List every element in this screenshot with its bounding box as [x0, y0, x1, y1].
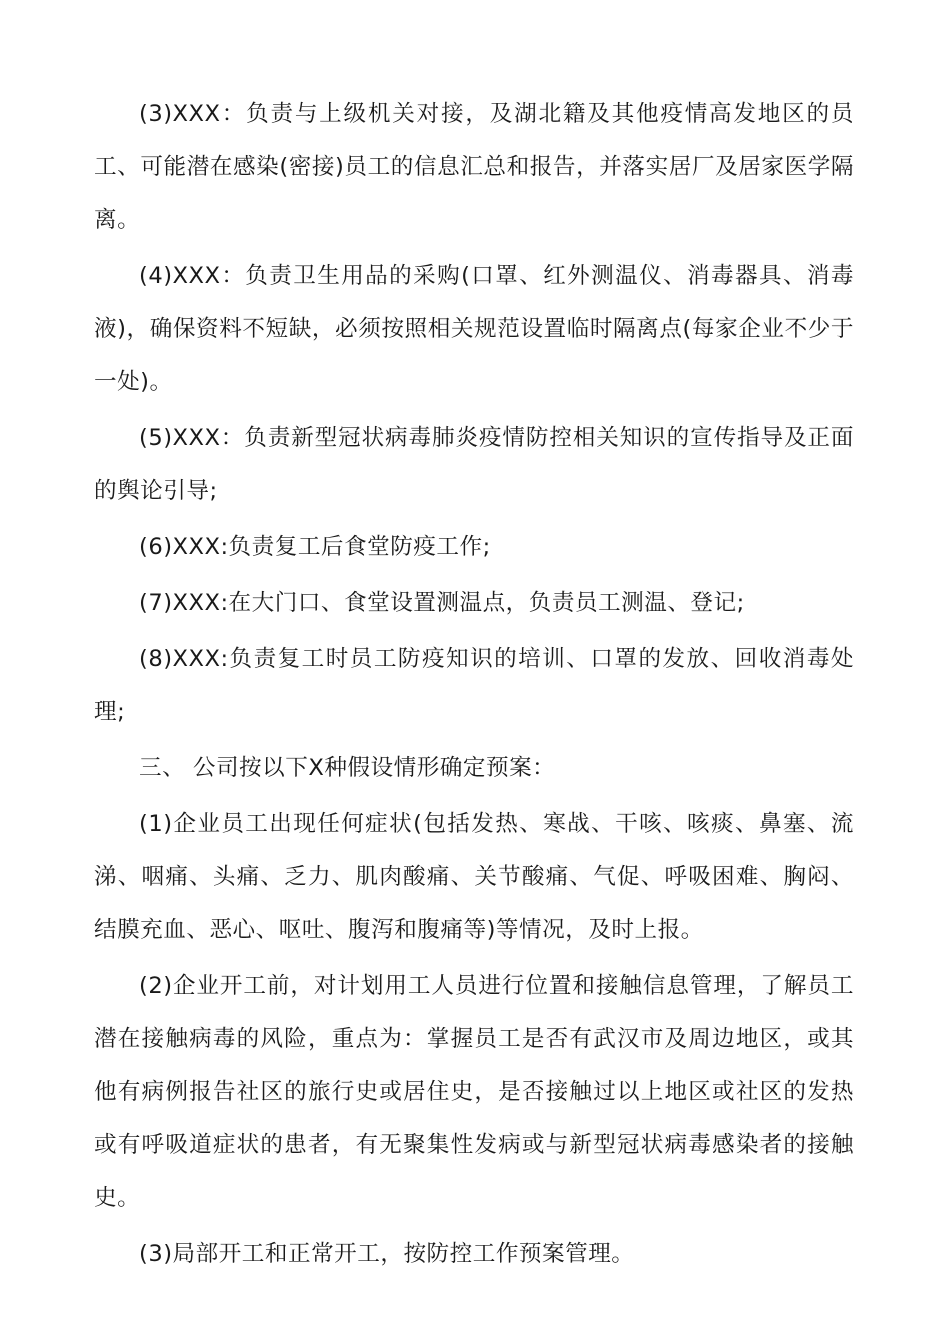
paragraph-plan-2-screening: (2)企业开工前，对计划用工人员进行位置和接触信息管理，了解员工潜在接触病毒的风险，重点为：掌握员工是否有武汉市及周边地区，或其他有病例报告社区的旅行史或居住史，是否接触过以上地区或社区的发热或有呼吸道症状的患者，有无聚集性发病或与新型冠状病毒感染者的接触史。: [94, 973, 854, 1211]
paragraph-item-7-temperature: (7)XXX:在大门口、食堂设置测温点，负责员工测温、登记;: [139, 590, 745, 616]
paragraph-item-8-training: (8)XXX:负责复工时员工防疫知识的培训、口罩的发放、回收消毒处理;: [94, 646, 854, 725]
document-body: [94, 88, 854, 1284]
paragraph-item-4-supplies: (4)XXX：负责卫生用品的采购(口罩、红外测温仪、消毒器具、消毒液)，确保资料不短缺，必须按照相关规范设置临时隔离点(每家企业不少于一处)。: [94, 263, 854, 395]
paragraph-plan-3-operation: (3)局部开工和正常开工，按防控工作预案管理。: [139, 1241, 635, 1267]
paragraph-item-3-liaison: (3)XXX：负责与上级机关对接，及湖北籍及其他疫情高发地区的员工、可能潜在感染(密接)员工的信息汇总和报告，并落实居厂及居家医学隔离。: [94, 101, 854, 233]
paragraph-plan-1-symptoms: (1)企业员工出现任何症状(包括发热、寒战、干咳、咳痰、鼻塞、流涕、咽痛、头痛、乏力、肌肉酸痛、关节酸痛、气促、呼吸困难、胸闷、结膜充血、恶心、呕吐、腹泻和腹痛等)等情况，及时上报。: [94, 811, 854, 943]
paragraph-item-6-canteen: (6)XXX:负责复工后食堂防疫工作;: [139, 534, 491, 560]
paragraph-item-5-publicity: (5)XXX：负责新型冠状病毒肺炎疫情防控相关知识的宣传指导及正面的舆论引导;: [94, 425, 854, 504]
section-heading-three: 三、 公司按以下X种假设情形确定预案：: [139, 755, 556, 781]
